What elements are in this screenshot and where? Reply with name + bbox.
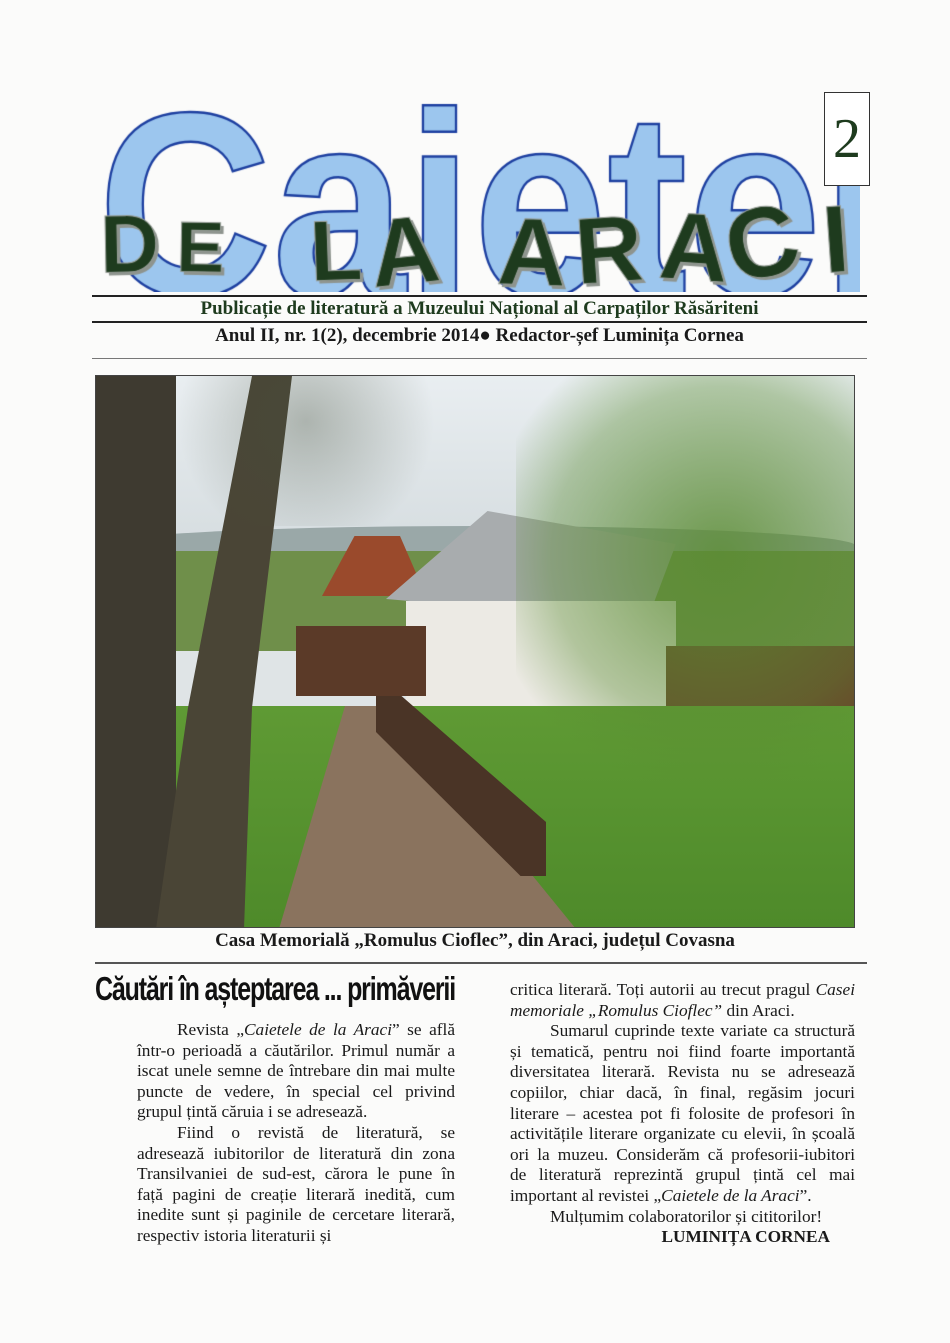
divider <box>92 295 867 297</box>
publication-subtitle: Publicație de literatură a Muzeului Național al Carpaților Răsăriteni <box>200 298 759 319</box>
photo-foliage <box>516 376 855 826</box>
divider <box>95 962 867 964</box>
article-paragraph <box>137 1020 455 1123</box>
author-signature: LUMINIȚA CORNEA <box>661 1227 830 1247</box>
cover-photo <box>95 375 855 928</box>
divider <box>92 358 867 359</box>
magazine-title: Caietele de la Araci <box>661 1185 800 1205</box>
text: din Araci. <box>722 1000 795 1020</box>
house-name: Casei memoriale „Romulus Cioflec” <box>510 980 855 1020</box>
text: Revista „ <box>177 1020 245 1039</box>
text: ” se află într-o perioadă a căutărilor. Primul număr a iscat unele semne de întrebare din mai multe puncte de vedere, în special cel privind grupul țintă căruia i se adresează. <box>137 1020 455 1122</box>
photo-caption: Casa Memorială „Romulus Cioflec”, din Araci, județul Covasna <box>215 930 735 951</box>
article-column-left <box>137 1020 455 1247</box>
magazine-title: Caietele de la Araci <box>244 1020 392 1039</box>
article-title: Căutări în așteptarea ... primăverii <box>95 970 456 1007</box>
text: critica literară. Toți autorii au trecut pragul <box>510 980 816 999</box>
issue-line: Anul II, nr. 1(2), decembrie 2014● Redactor-șef Luminița Cornea <box>215 325 744 346</box>
article-paragraph: Fiind o revistă de literatură, se adresează iubitorilor de literatură din zona Transilvaniei de sud-est, cărora le pune în față pagini de creație literară inedită, cum inedite sunt și paginile de cercetare literară, respectiv istoria literaturii și <box>137 1122 455 1245</box>
article-paragraph <box>510 1021 855 1206</box>
issue-number: 2 <box>833 108 861 170</box>
article-column-right <box>510 980 855 1248</box>
photo-fence-left <box>296 626 426 696</box>
article-paragraph <box>510 980 855 1021</box>
article-paragraph: Mulțumim colaboratorilor și cititorilor! <box>550 1206 823 1226</box>
issue-number-box <box>824 92 870 186</box>
masthead-logo <box>90 40 860 292</box>
divider <box>92 321 867 323</box>
text: Sumarul cuprinde texte variate ca structură și tematică, pentru noi fiind foarte importantă diversitatea literară. Revista nu se adresează copiilor, chiar dacă, în final, regăsim jocuri literare – acestea pot fi folosite de profesori în activitățile literare organizate cu elevii, în școală ori la muzeu. Considerăm că profesorii-iubitori de literatură reprezintă grupul țintă cel mai important al revistei „ <box>510 1021 855 1205</box>
text: ”. <box>799 1185 812 1205</box>
photo-branches <box>156 376 456 526</box>
